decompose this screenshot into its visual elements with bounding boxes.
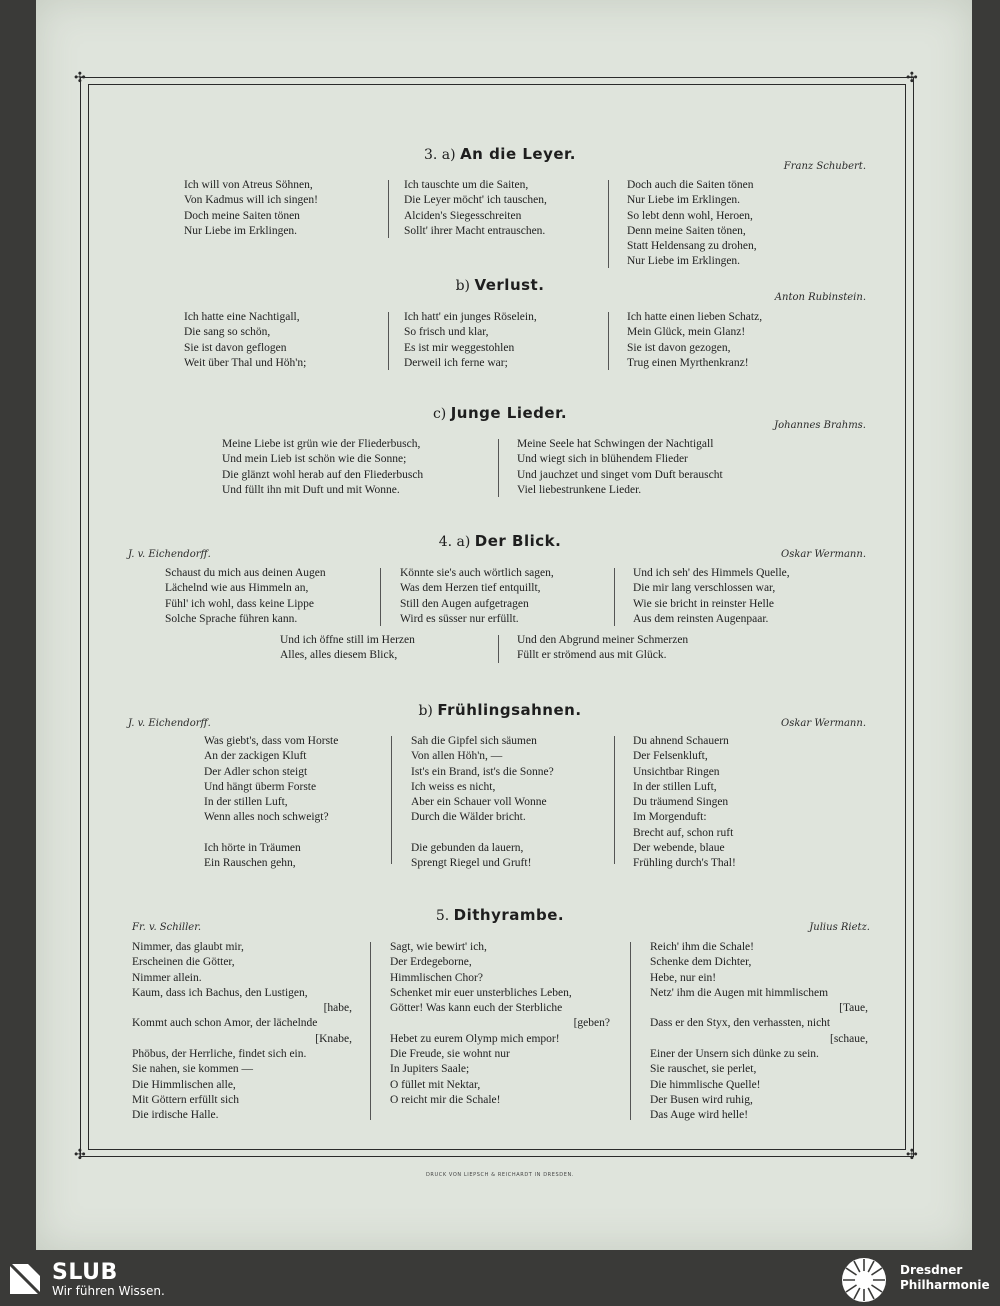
column-divider [630,942,631,1120]
verse-line: Alciden's Siegesschreiten [404,209,522,222]
verse-line: Ich will von Atreus Söhnen, [184,179,313,191]
verse-line: [geben? [573,1017,610,1030]
column-divider [608,180,609,268]
verse-line: Ist's ein Brand, ist's die Sonne? [411,765,554,778]
verse-line: Sprengt Riegel und Gruft! [411,857,532,870]
verse-line: Nur Liebe im Erklingen. [627,255,741,268]
verse-line: Alles, alles diesem Blick, [280,649,398,662]
verse-line: Schenket mir euer unsterbliches Leben, [390,986,572,999]
verse-column [184,310,306,371]
slub-name: SLUB [52,1260,118,1285]
verse-line: Aus dem reinsten Augenpaar. [633,612,769,625]
verse-line: Derweil ich ferne war; [404,356,508,369]
verse-line: Du träumend Singen [633,796,729,809]
verse-line: Der Felsenkluft, [633,750,708,763]
verse-line: Sie ist davon geflogen [184,341,287,354]
verse-line: Dass er den Styx, den verhassten, nicht [650,1017,831,1030]
section-title: 3. a) An die Leyer. [423,145,576,163]
verse-line: Denn meine Saiten tönen, [627,224,746,237]
verse-line: Und ich seh' des Himmels Quelle, [633,567,790,579]
verse-line: [habe, [323,1002,352,1015]
column-divider [498,439,499,497]
corner-ornament-icon: ✣ [74,1147,86,1163]
verse-line: An der zackigen Kluft [204,750,307,763]
section-title: b) Verlust. [455,276,545,294]
verse-column [517,437,723,498]
verse-line: Von Kadmus will ich singen! [184,194,318,207]
verse-line: O füllet mit Nektar, [390,1078,481,1091]
verse-line: Ein Rauschen gehn, [204,857,296,870]
verse-line: Doch meine Saiten tönen [184,209,300,222]
corner-ornament-icon: ✣ [74,70,86,86]
verse-line: Schenke dem Dichter, [650,956,752,969]
verse-line: Solche Sprache führen kann. [165,612,298,625]
verse-line: Fühl' ich wohl, dass keine Lippe [165,597,314,610]
verse-line: Nur Liebe im Erklingen. [184,224,298,237]
verse-line: Sie ist davon gezogen, [627,341,731,354]
verse-line: Nur Liebe im Erklingen. [627,194,741,207]
composer-name: Oskar Wermann. [781,718,866,729]
verse-line: Die glänzt wohl herab auf den Fliederbusch [222,468,424,481]
verse-line: Sagt, wie bewirt' ich, [390,941,487,953]
verse-line: O reicht mir die Schale! [390,1093,501,1106]
column-divider [388,312,389,370]
verse-line: Sah die Gipfel sich säumen [411,735,537,747]
verse-line: Phöbus, der Herrliche, findet sich ein. [132,1048,307,1061]
section-title: b) Frühlingsahnen. [418,701,582,719]
verse-line: Ich weiss es nicht, [411,780,496,793]
verse-line: Hebet zu eurem Olymp mich empor! [390,1032,560,1045]
verse-line: Der webende, blaue [633,842,725,855]
verse-line: Könnte sie's auch wörtlich sagen, [400,567,554,579]
verse-line: So frisch und klar, [404,326,489,339]
verse-line: Sie rauschet, sie perlet, [650,1063,757,1076]
verse-line: Und hängt überm Forste [204,780,317,793]
column-divider [498,635,499,663]
verse-line: In der stillen Luft, [204,796,288,809]
verse-line: Und ich öffne still im Herzen [280,634,415,646]
verse-line: [schaue, [830,1032,868,1045]
composer-name: Franz Schubert. [783,161,866,172]
verse-column [184,178,318,239]
verse-line: Still den Augen aufgetragen [400,597,529,610]
poet-name: J. v. Eichendorff. [128,549,211,560]
verse-line: Netz' ihm die Augen mit himmlischem [650,986,829,999]
verse-line: Und den Abgrund meiner Schmerzen [517,634,689,646]
composer-name: Julius Rietz. [809,922,870,933]
verse-line: Und jauchzet und singet vom Duft berauscht [517,468,723,481]
printer-imprint: DRUCK VON LIEPSCH & REICHARDT IN DRESDEN. [425,1172,575,1178]
verse-line: Die Freude, sie wohnt nur [390,1048,510,1061]
verse-line [204,826,338,841]
verse-line: Wenn alles noch schweigt? [204,811,329,824]
verse-line: Wird es süsser nur erfüllt. [400,612,519,625]
verse-line: Nimmer allein. [132,971,202,984]
verse-column [627,310,762,371]
verse-line: Die mir lang verschlossen war, [633,582,776,595]
verse-line: Unsichtbar Ringen [633,765,720,778]
verse-line: Ich hatte einen lieben Schatz, [627,311,763,323]
verse-column [411,734,554,872]
verse-line: Und mein Lieb ist schön wie die Sonne; [222,453,407,466]
composer-name: Johannes Brahms. [774,420,866,431]
column-divider [380,568,381,626]
verse-line: Der Busen wird ruhig, [650,1093,753,1106]
verse-column [390,940,614,1108]
verse-line: Sie nahen, sie kommen — [132,1063,254,1076]
column-divider [614,568,615,626]
philharmonie-name: Philharmonie [900,1278,990,1292]
poet-name: J. v. Eichendorff. [128,718,211,729]
verse-line: Reich' ihm die Schale! [650,941,754,953]
corner-ornament-icon: ✣ [906,1147,918,1163]
verse-line: Kommt auch schon Amor, der lächelnde [132,1017,318,1030]
verse-column [633,734,736,872]
verse-line: Ich tauschte um die Saiten, [404,179,529,191]
section-title: 4. a) Der Blick. [438,532,562,550]
verse-line: Der Adler schon steigt [204,765,308,778]
verse-line: In Jupiters Saale; [390,1063,470,1076]
verse-line: Es ist mir weggestohlen [404,341,515,354]
verse-line: Die himmlische Quelle! [650,1078,761,1091]
verse-line: Die irdische Halle. [132,1109,219,1122]
verse-line: Schaust du mich aus deinen Augen [165,567,326,579]
verse-line: Ich hatte eine Nachtigall, [184,311,300,323]
footer-bar [0,1250,1000,1306]
verse-line: Einer der Unsern sich dünke zu sein. [650,1048,819,1061]
column-divider [608,312,609,370]
verse-line: Statt Heldensang zu drohen, [627,240,757,253]
verse-line: Aber ein Schauer voll Wonne [411,796,547,809]
verse-line: Sollt' ihrer Macht entrauschen. [404,224,546,237]
verse-line: Ich hatt' ein junges Röselein, [404,311,537,323]
verse-line: Und füllt ihn mit Duft und mit Wonne. [222,483,400,496]
column-divider [388,180,389,238]
verse-column [280,633,415,664]
verse-line: Im Morgenduft: [633,811,707,824]
composer-name: Anton Rubinstein. [774,292,866,303]
verse-column [650,940,872,1124]
verse-line: Hebe, nur ein! [650,971,717,984]
verse-line: So lebt denn wohl, Heroen, [627,209,753,222]
verse-line: Füllt er strömend aus mit Glück. [517,649,667,662]
verse-line: Frühling durch's Thal! [633,857,736,870]
verse-line: Weit über Thal und Höh'n; [184,356,307,369]
verse-line: Die sang so schön, [184,326,271,339]
composer-name: Oskar Wermann. [781,549,866,560]
verse-line: Kaum, dass ich Bachus, den Lustigen, [132,986,308,999]
verse-line: In der stillen Luft, [633,780,717,793]
philharmonie-name: Dresdner [900,1263,963,1277]
verse-line: Die gebunden da lauern, [411,842,524,855]
verse-line: Erscheinen die Götter, [132,956,235,969]
verse-line: Du ahnend Schauern [633,735,729,747]
slub-logo-icon [8,1262,42,1296]
verse-line: Götter! Was kann euch der Sterbliche [390,1002,563,1015]
verse-line: Was giebt's, dass vom Horste [204,735,339,747]
section-title: c) Junge Lieder. [432,404,568,422]
verse-line: Himmlischen Chor? [390,971,483,984]
verse-line: Meine Liebe ist grün wie der Fliederbusch, [222,438,421,450]
verse-line [411,826,554,841]
verse-line: Wie sie bricht in reinster Helle [633,597,774,610]
column-divider [614,736,615,864]
philharmonie-logo-icon [840,1256,888,1304]
verse-line: Was dem Herzen tief entquillt, [400,582,541,595]
column-divider [370,942,371,1120]
verse-column [517,633,688,664]
verse-column [400,566,554,627]
verse-column [132,940,356,1124]
verse-column [204,734,338,872]
verse-line: Meine Seele hat Schwingen der Nachtigall [517,438,714,450]
verse-line: Lächelnd wie aus Himmeln an, [165,582,309,595]
verse-column [627,178,757,270]
slub-tagline: Wir führen Wissen. [52,1284,165,1298]
verse-line: Doch auch die Saiten tönen [627,179,754,191]
section-title: 5. Dithyrambe. [435,906,565,924]
verse-line: Die Leyer möcht' ich tauschen, [404,194,547,207]
verse-line: Die Himmlischen alle, [132,1078,236,1091]
verse-line: Nimmer, das glaubt mir, [132,941,244,953]
verse-column [165,566,326,627]
column-divider [391,736,392,864]
verse-line: Und wiegt sich in blühendem Flieder [517,453,688,466]
verse-line: Der Erdegeborne, [390,956,472,969]
verse-line: Das Auge wird helle! [650,1109,749,1122]
verse-line: [Taue, [839,1002,868,1015]
verse-line: Brecht auf, schon ruft [633,826,734,839]
verse-line: Mit Göttern erfüllt sich [132,1093,239,1106]
verse-column [222,437,423,498]
verse-column [404,310,537,371]
verse-line: Trug einen Myrthenkranz! [627,356,749,369]
corner-ornament-icon: ✣ [906,70,918,86]
verse-line: Viel liebestrunkene Lieder. [517,483,642,496]
verse-column [633,566,790,627]
verse-line: Ich hörte in Träumen [204,842,301,855]
verse-line: Von allen Höh'n, — [411,750,503,763]
verse-column [404,178,547,239]
verse-line: [Knabe, [315,1032,352,1045]
poet-name: Fr. v. Schiller. [132,922,202,933]
verse-line: Durch die Wälder bricht. [411,811,526,824]
verse-line: Mein Glück, mein Glanz! [627,326,746,339]
